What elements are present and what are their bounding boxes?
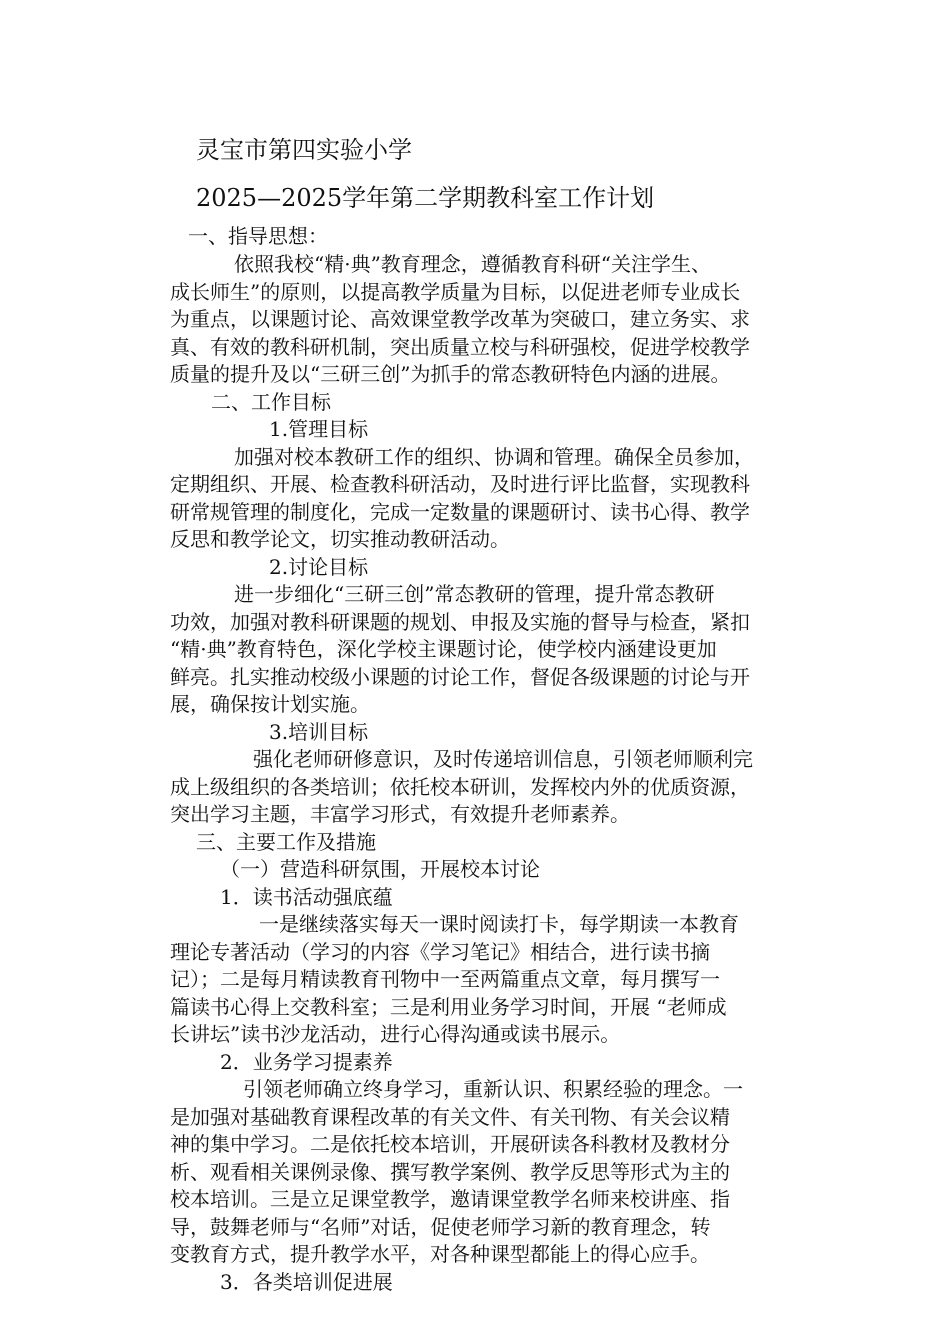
subheading-reading-activity: 1．读书活动强底蕴: [220, 885, 393, 909]
paragraph-line: 反思和教学论文，切实推动教研活动。: [170, 527, 510, 551]
paragraph-line: 为重点，以课题讨论、高效课堂教学改革为突破口，建立务实、求: [170, 307, 750, 331]
paragraph-line: 析、观看相关课例录像、撰写教学案例、教学反思等形式为主的: [170, 1160, 730, 1184]
paragraph-line: 导，鼓舞老师与“名师”对话，促使老师学习新的教育理念，转: [170, 1215, 711, 1239]
subheading-research-atmosphere: （一）营造科研氛围，开展校本讨论: [220, 857, 540, 881]
paragraph-line: 理论专著活动（学习的内容《学习笔记》相结合，进行读书摘: [170, 940, 710, 964]
paragraph-line: 展，确保按计划实施。: [170, 692, 370, 716]
paragraph-line: 引领老师确立终身学习，重新认识、积累经验的理念。一: [243, 1077, 743, 1101]
subheading-training-progress: 3．各类培训促进展: [220, 1270, 393, 1294]
paragraph-line: 定期组织、开展、检查教科研活动，及时进行评比监督，实现教科: [170, 472, 750, 496]
paragraph-line: 神的集中学习。二是依托校本培训，开展研读各科教材及教材分: [170, 1132, 730, 1156]
subheading-training-goal: 3.培训目标: [269, 720, 369, 744]
subheading-management-goal: 1.管理目标: [269, 417, 369, 441]
paragraph-line: 依照我校“精·典”教育理念，遵循教育科研“关注学生、: [234, 252, 712, 276]
subheading-research-goal: 2.讨论目标: [269, 555, 369, 579]
paragraph-line: 篇读书心得上交教科室；三是利用业务学习时间，开展 “老师成: [170, 995, 727, 1019]
paragraph-line: 进一步细化“三研三创”常态教研的管理，提升常态教研: [234, 582, 715, 606]
paragraph-line: 成上级组织的各类培训；依托校本研训，发挥校内外的优质资源，: [170, 775, 750, 799]
paragraph-line: 是加强对基础教育课程改革的有关文件、有关刊物、有关会议精: [170, 1105, 730, 1129]
paragraph-line: 加强对校本教研工作的组织、协调和管理。确保全员参加，: [234, 445, 754, 469]
paragraph-line: 校本培训。三是立足课堂教学，邀请课堂教学名师来校讲座、指: [170, 1187, 730, 1211]
paragraph-line: 鲜亮。扎实推动校级小课题的讨论工作，督促各级课题的讨论与开: [170, 665, 750, 689]
document-title: 2025—2025学年第二学期教科室工作计划: [196, 184, 655, 212]
paragraph-line: “精·典”教育特色，深化学校主课题讨论，使学校内涵建设更加: [170, 637, 717, 661]
paragraph-line: 长讲坛”读书沙龙活动，进行心得沟通或读书展示。: [170, 1022, 621, 1046]
paragraph-line: 功效，加强对教科研课题的规划、申报及实施的督导与检查，紧扣: [170, 610, 750, 634]
paragraph-line: 变教育方式，提升教学水平，对各种课型都能上的得心应手。: [170, 1242, 710, 1266]
paragraph-line: 质量的提升及以“三研三创”为抓手的常态教研特色内涵的进展。: [170, 362, 731, 386]
paragraph-line: 成长师生”的原则，以提高教学质量为目标，以促进老师专业成长: [170, 280, 741, 304]
paragraph-line: 强化老师研修意识，及时传递培训信息，引领老师顺利完: [253, 747, 753, 771]
subheading-business-study: 2．业务学习提素养: [220, 1050, 393, 1074]
school-name: 灵宝市第四实验小学: [196, 136, 412, 164]
paragraph-line: 突出学习主题，丰富学习形式，有效提升老师素养。: [170, 802, 630, 826]
paragraph-line: 记）；二是每月精读教育刊物中一至两篇重点文章，每月撰写一: [170, 967, 720, 991]
section-heading-main-work: 三、主要工作及措施: [196, 830, 376, 854]
paragraph-line: 研常规管理的制度化，完成一定数量的课题研讨、读书心得、教学: [170, 500, 750, 524]
paragraph-line: 真、有效的教科研机制，突出质量立校与科研强校，促进学校教学: [170, 335, 750, 359]
paragraph-line: 一是继续落实每天一课时阅读打卡，每学期读一本教育: [259, 912, 739, 936]
section-heading-guiding-thought: 一、指导思想：: [188, 224, 328, 248]
section-heading-work-goals: 二、工作目标: [211, 390, 331, 414]
